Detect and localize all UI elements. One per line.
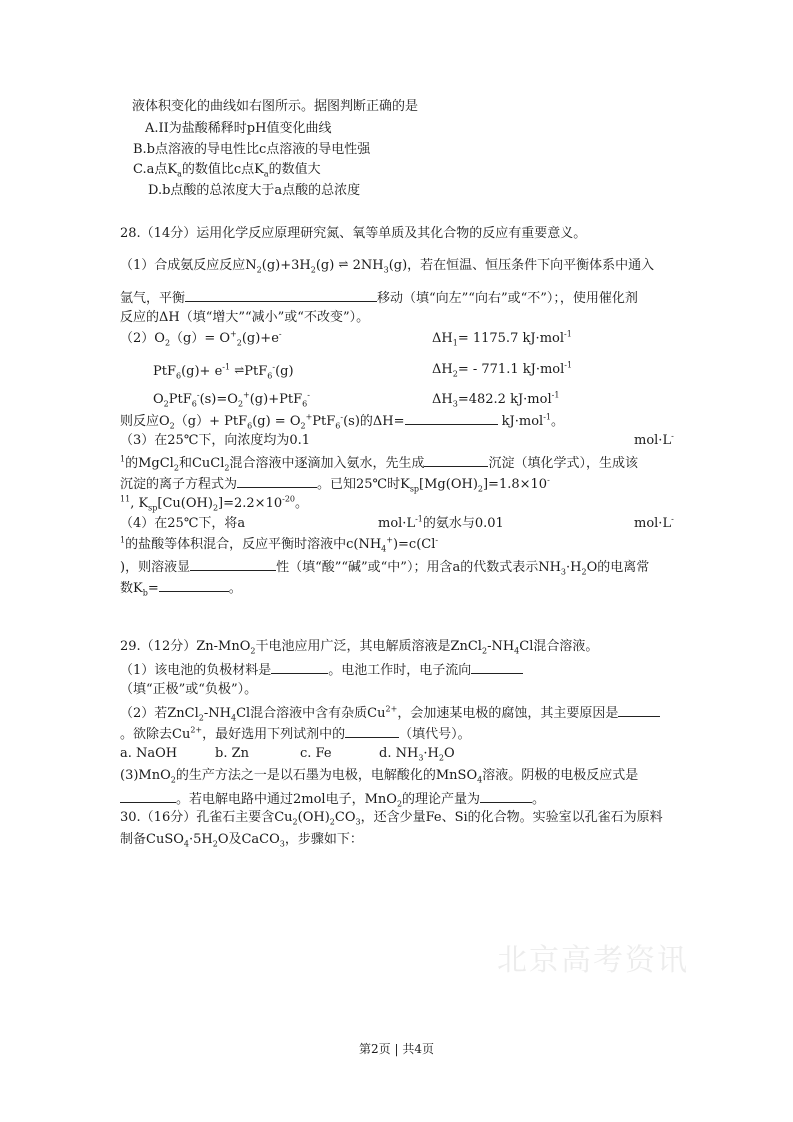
q28-part4-line4: 数$K_b=$ 。 (120, 578, 242, 598)
q28-part1-line2: 氩气，平衡 移动（填“向左”“向右”或“不”）；，使用催化剂 (120, 288, 638, 308)
equilibrium-arrow-icon: ⇌ (234, 363, 245, 377)
equilibrium-arrow-icon: ⇌ (338, 257, 349, 271)
answer-blank[interactable] (618, 703, 660, 717)
q28-part4-line1b: $mol\cdot L^{-1}$的氨水与0.01 (378, 514, 504, 531)
watermark: 北京高考资讯 (497, 943, 689, 978)
q29-option-d: d. $NH_3\cdot H_2O$ (379, 746, 455, 763)
q27-option-d: D.b点酸的总浓度大于a点酸的总浓度 (148, 183, 361, 198)
q28-part3-line1: （3）在25℃下，向浓度均为0.1 (120, 433, 311, 448)
q28-dh1: $\Delta H_1= 1175.7$ kJ·mol$^{-1}$ (432, 329, 572, 348)
answer-blank[interactable] (159, 578, 229, 592)
q28-dh3: $\Delta H_3=482.2$ kJ·mol$^{-1}$ (432, 390, 560, 409)
q27-option-b: B.b点溶液的导电性比c点溶液的导电性强 (133, 142, 371, 157)
q29-part1-hint: （填“正极”或“负极”）。 (120, 682, 258, 697)
q29-part3: (3)MnO$_2$的生产方法之一是以石墨为电极，电解酸化的MnSO$_4$溶液。阴极的电极反应式是 (120, 768, 639, 785)
q28-part3-unit: mol·L- (634, 431, 674, 448)
q28-reaction3: $O_2PtF_6^-(s)=O_2^+(g)+PtF_6^-$ (153, 390, 310, 409)
q28-reaction1: $(2)O_2(g)= O^+_2(g)+e^-$ (120, 329, 282, 348)
q28-part1-line1: （1）合成氨反应反应$N_2(g)+3H_2(g)$ ⇌ $2NH_3(g)$，若在恒温、恒压条件下向平衡体系中通入 (120, 257, 655, 275)
answer-blank[interactable] (405, 411, 498, 425)
q28-part4-line3: )，则溶液显 性（填“酸”“碱”或“中”）；用含a的代数式表示$NH_3\cdot H_2O$的电离常 (120, 557, 649, 577)
q28-part4-line1a: （4）在25℃下，将a (120, 516, 246, 531)
q27-intro: 液体积变化的曲线如右图所示。据图判断正确的是 (132, 99, 419, 114)
q29-part2: （2）若$ZnCl_2-NH_4Cl$混合溶液中含有杂质$Cu^{2+}$，会加速某电极的腐蚀，其主要原因是 (120, 703, 660, 723)
q30-heading: 30.（16分）孔雀石主要含$Cu_2(OH)_2CO_3$，还含少量Fe、Si的化合物。实验室以孔雀石为原料 (120, 810, 663, 827)
q28-dh2: $\Delta H_2= - 771.1$ kJ·mol$^{-1}$ (432, 360, 573, 379)
answer-blank[interactable] (237, 474, 317, 488)
answer-blank[interactable] (271, 660, 328, 674)
answer-blank[interactable] (120, 789, 176, 803)
q29-part2-line2: 。欲除去$Cu^{2+}$，最好选用下列试剂中的 （填代号）。 (120, 725, 471, 742)
q29-option-c: c. Fe (300, 746, 332, 761)
q28-part3-line4: $^{11}$, $K_{sp}[Cu(OH)_2]=2.2\times 10^{-20}$。 (120, 494, 309, 513)
q29-part1: （1）该电池的负极材料是 。电池工作时，电子流向 (120, 660, 523, 680)
q28-heading: 28.（14分）运用化学反应原理研究氮、氧等单质及其化合物的反应有重要意义。 (120, 226, 587, 241)
q27-option-a: A.II为盐酸稀释时pH值变化曲线 (145, 121, 332, 136)
answer-blank[interactable] (345, 724, 399, 738)
page-footer: 第2页 | 共4页 (359, 1042, 434, 1056)
q30-line2: 制备$CuSO_4\cdot 5H_2O$及CaCO$_3$，步骤如下： (120, 832, 363, 849)
answer-blank[interactable] (190, 557, 276, 571)
answer-blank[interactable] (424, 453, 488, 467)
q27-option-c: C.a点$K_a$的数值比c点$K_a$的数值大 (133, 162, 321, 179)
q28-part3-line2: $^1$的MgCl$_2$和CuCl$_2$混合溶液中逐滴加入氨水，先生成 沉淀（填化学式），生成该 (120, 454, 638, 473)
q28-reaction2: $PtF_6(g)+ e^{-1}$ ⇌PtF$_6$-(g) (153, 362, 294, 381)
q28-part4-unit: mol·L- (634, 514, 674, 531)
q28-part4-line2: $^1$的盐酸等体积混合，反应平衡时溶液中$c(NH_4^+)=c(Cl^-$ (120, 535, 439, 554)
q29-option-a: a. NaOH (120, 746, 178, 761)
q28-part3-line3: 沉淀的离子方程式为 。已知25℃时$K_{sp}[Mg(OH)_2]=1.8\times 10^-$ (120, 475, 550, 494)
q29-heading: 29.（12分）Zn-MnO$_2$干电池应用广泛，其电解质溶液是$ZnCl_2-NH_4Cl$混合溶液。 (120, 639, 599, 656)
q29-option-b: b. Zn (215, 746, 249, 761)
q28-part2-question: 则反应$O_2(g)+ PtF_6(g) = O_2^+PtF_6^-(s)$的ΔH= kJ·mol$^{-1}$。 (120, 412, 565, 431)
q28-part1-line3: 反应的ΔH（填“增大”“减小”或“不改变”）。 (120, 310, 370, 325)
answer-blank[interactable] (480, 789, 532, 803)
answer-blank[interactable] (185, 288, 377, 302)
q29-part3-line2: 。若电解电路中通过2mol电子，MnO$_2$的理论产量为 。 (120, 789, 545, 809)
answer-blank[interactable] (471, 660, 523, 674)
